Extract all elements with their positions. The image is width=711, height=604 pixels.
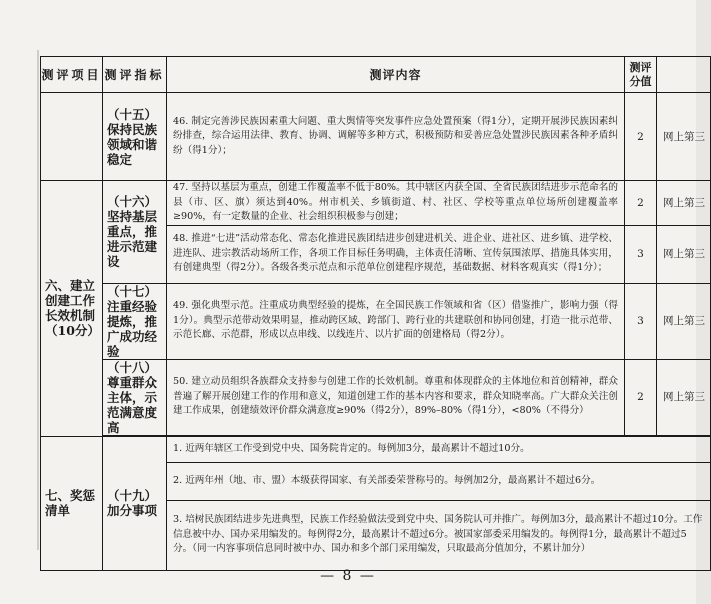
- table-row: [41, 359, 711, 435]
- header-content: 测评内容: [167, 57, 625, 93]
- indicator-19: （十九）加分事项: [103, 436, 167, 570]
- method-49: 网上第三: [657, 283, 711, 359]
- table-row: [41, 93, 711, 181]
- indicator-18: （十八）尊重群众主体，示范满意度高: [103, 359, 167, 435]
- method-50: 网上第三: [657, 359, 711, 435]
- item-section-six: 六、建立创建工作长效机制（10分）: [41, 181, 103, 437]
- indicator-17: （十七）注重经验提炼，推广成功经验: [103, 283, 167, 359]
- content-47: 47. 坚持以基层为重点，创建工作覆盖率不低于80%。其中辖区内获全国、全省民族团结进步示范命名的县（市、区、旗）须达到40%。州市机关、乡镇街道、村、社区、学校等重点单位场所创建覆盖率≥90%，有一定数量的企业、社会组织积极参与创建；: [167, 181, 625, 226]
- item-section-seven: 七、奖惩清单: [41, 436, 103, 570]
- item-cell-empty: [41, 93, 103, 181]
- content-49: 49. 强化典型示范。注重成功典型经验的提炼，在全国民族工作领域和省（区）借鉴推广，影响力强（得1分）。典型示范带动效果明显，推动跨区域、跨部门、跨行业的共建联创和协同创建，打造一批示范带、示范长廊、示范群，形成以点串线、以线连片、以片扩面的创建格局（得2分）。: [167, 283, 625, 359]
- header-score: 测评分值: [625, 57, 657, 93]
- score-46: 2: [625, 93, 657, 181]
- page-number: — 8 —: [320, 568, 376, 584]
- bonus-2: 2. 近两年州（地、市、盟）本级获得国家、有关部委荣誉称号的。每例加2分，最高累计不超过6分。: [167, 462, 711, 500]
- method-46: 网上第三: [657, 93, 711, 181]
- bonus-3: 3. 培树民族团结进步先进典型，民族工作经验做法受到党中央、国务院认可并推广。每例加3分，最高累计不超过10分。工作信息被中办、国办采用编发的。每例得2分，最高累计不超过6分。被国家部委采用编发的。每例得1分，最高累计不超过5分。（同一内容事项信息同时被中办、国办和多个部门采用编发，只取最高分值加分，不累计加分）: [167, 500, 711, 570]
- table-header-row: [41, 57, 711, 93]
- method-47: 网上第三: [657, 181, 711, 226]
- score-48: 3: [625, 225, 657, 283]
- content-46: 46. 制定完善涉民族因素重大问题、重大舆情等突发事件应急处置预案（得1分），定期开展涉民族因素纠纷排查，综合运用法律、教育、协调、调解等多种方式，积极预防和妥善应急处置涉民族因素各种矛盾纠纷（得1分）；: [167, 93, 625, 181]
- evaluation-table: [40, 56, 711, 571]
- table-row: [41, 181, 711, 226]
- table-row: [41, 283, 711, 359]
- header-indicator: 测评指标: [103, 57, 167, 93]
- bonus-1: 1. 近两年辖区工作受到党中央、国务院肯定的。每例加3分，最高累计不超过10分。: [167, 436, 711, 462]
- table-row: [41, 436, 711, 462]
- indicator-16: （十六）坚持基层重点，推进示范建设: [103, 181, 167, 284]
- method-48: 网上第三: [657, 225, 711, 283]
- content-48: 48. 推进“七进”活动常态化、常态化推进民族团结进步创建进机关、进企业、进社区、进乡镇、进学校、进连队、进宗教活动场所工作，各项工作目标任务明确，主体责任清晰、宣传氛围浓厚、措施具体实用，有创建典型（得2分）。各级各类示范点和示范单位创建程序规范，基础数据、材料客观真实（得1分）；: [167, 225, 625, 283]
- header-method: [657, 57, 711, 93]
- score-47: 2: [625, 181, 657, 226]
- scan-edge: [37, 50, 39, 550]
- score-50: 2: [625, 359, 657, 435]
- score-49: 3: [625, 283, 657, 359]
- header-item: 测评项目: [41, 57, 103, 93]
- indicator-15: （十五）保持民族领域和谐稳定: [103, 93, 167, 181]
- content-50: 50. 建立动员组织各族群众支持参与创建工作的长效机制。尊重和体现群众的主体地位和首创精神，群众普遍了解开展创建工作的作用和意义，知道创建工作的基本内容和要求，群众知晓率高。广大群众关注创建工作成果，创建绩效评价群众满意度≥90%（得2分），89%–80%（得1分），<80%（不得分）: [167, 359, 625, 435]
